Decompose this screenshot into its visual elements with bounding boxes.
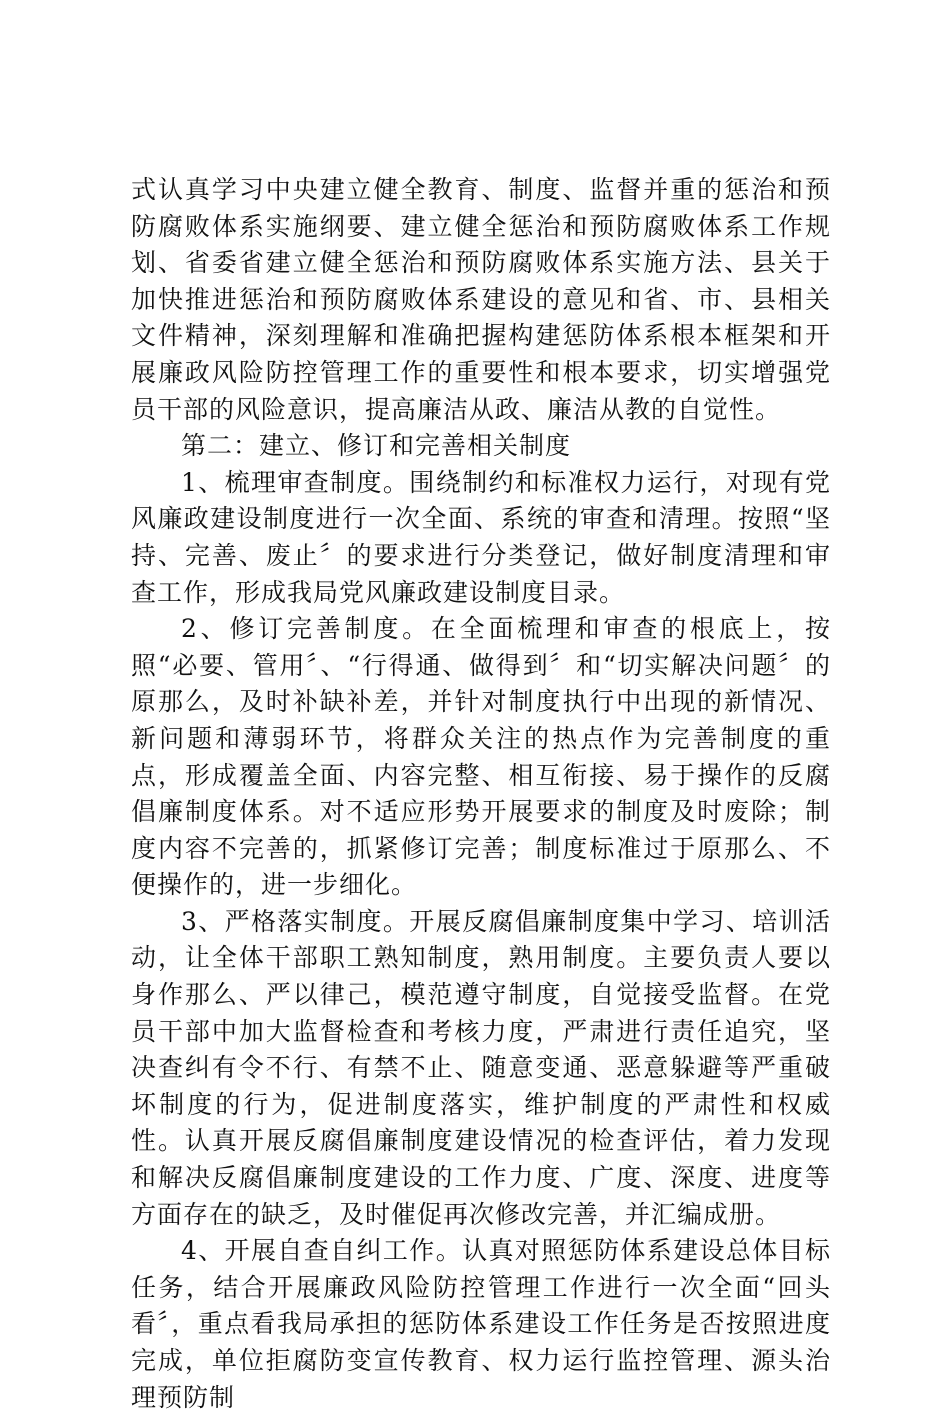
paragraph-item-1: 1、梳理审查制度。围绕制约和标准权力运行，对现有党风廉政建设制度进行一次全面、系统的审查和清理。按照“坚持、完善、废止〞的要求进行分类登记，做好制度清理和审查工作，形成我局党风廉政建设制度目录。 — [131, 467, 831, 607]
document-body — [131, 172, 831, 1416]
paragraph-item-2: 2、修订完善制度。在全面梳理和审查的根底上，按照“必要、管用〞、“行得通、做得到〞和“切实解决问题〞的原那么，及时补缺补差，并针对制度执行中出现的新情况、新问题和薄弱环节，将群众关注的热点作为完善制度的重点，形成覆盖全面、内容完整、相互衔接、易于操作的反腐倡廉制度体系。对不适应形势开展要求的制度及时废除；制度内容不完善的，抓紧修订完善；制度标准过于原那么、不便操作的，进一步细化。 — [131, 614, 831, 900]
paragraph-item-4: 4、开展自查自纠工作。认真对照惩防体系建设总体目标任务，结合开展廉政风险防控管理工作进行一次全面“回头看〞，重点看我局承担的惩防体系建设工作任务是否按照进度完成，单位拒腐防变宣传教育、权力运行监控管理、源头治理预防制 — [131, 1236, 831, 1412]
paragraph-intro-continuation: 式认真学习中央建立健全教育、制度、监督并重的惩治和预防腐败体系实施纲要、建立健全惩治和预防腐败体系工作规划、省委省建立健全惩治和预防腐败体系实施方法、县关于加快推进惩治和预防腐败体系建设的意见和省、市、县相关文件精神，深刻理解和准确把握构建惩防体系根本框架和开展廉政风险防控管理工作的重要性和根本要求，切实增强党员干部的风险意识，提高廉洁从政、廉洁从教的自觉性。 — [131, 175, 831, 424]
section-heading-second: 第二：建立、修订和完善相关制度 — [181, 431, 572, 461]
paragraph-item-3: 3、严格落实制度。开展反腐倡廉制度集中学习、培训活动，让全体干部职工熟知制度，熟用制度。主要负责人要以身作那么、严以律己，模范遵守制度，自觉接受监督。在党员干部中加大监督检查和考核力度，严肃进行责任追究，坚决查纠有令不行、有禁不止、随意变通、恶意躲避等严重破坏制度的行为，促进制度落实，维护制度的严肃性和权威性。认真开展反腐倡廉制度建设情况的检查评估，着力发现和解决反腐倡廉制度建设的工作力度、广度、深度、进度等方面存在的缺乏，及时催促再次修改完善，并汇编成册。 — [131, 906, 831, 1229]
